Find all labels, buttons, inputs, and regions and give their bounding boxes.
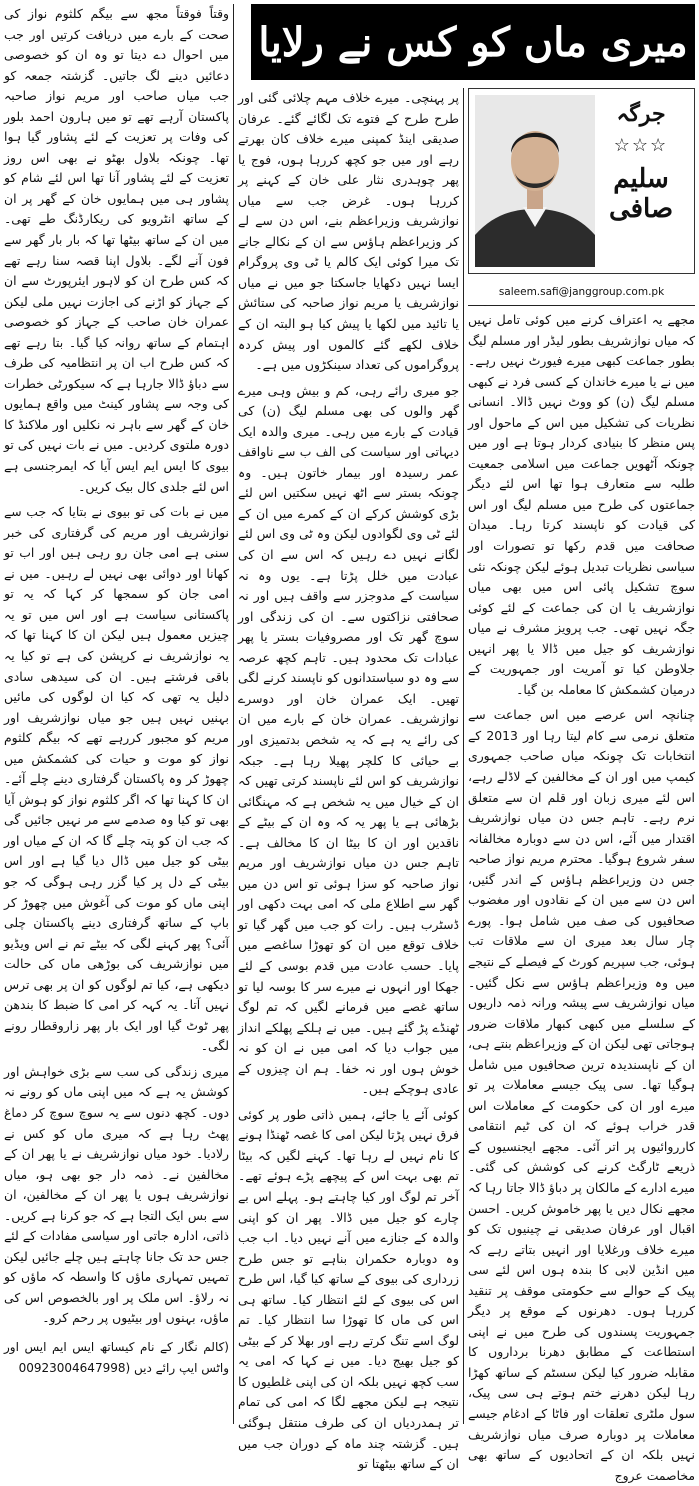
column-name: جرگہ: [616, 101, 666, 127]
author-portrait: [475, 95, 595, 267]
byline: [598, 101, 684, 224]
author-name: سلیم صافی: [608, 164, 674, 224]
feedback-text: (کالم نگار کے نام کیساتھ ایس ایم ایس اور واٹس ایپ رائے دیں: [4, 1340, 229, 1375]
reader-feedback-note: [4, 1337, 229, 1378]
column-right: [468, 310, 695, 1483]
column-left: [4, 4, 229, 1424]
column-middle: [238, 88, 459, 1472]
headline: میری ماں کو کس نے رلایا: [251, 4, 695, 80]
paragraph: میری زندگی کی سب سے بڑی خواہش اور کوشش یہ ہے کہ میں اپنی ماں کو رونے نہ دوں۔ کچھ دنوں سے یہ سوچ سوچ کر دماغ پھٹ رہا ہے کہ میری ماں کو کس نے رلادیا۔ خود میاں نوازشریف نے یا پھر ان کے مخالفین نے۔ ذمہ دار جو بھی ہو، میاں نوازشریف ہوں یا پھر ان کے مخالفین، ان سے بس ایک التجا ہے کہ جو کرنا ہے کریں۔ ذاتی، ادارہ جاتی اور سیاسی مفادات کے لئے جس حد تک جانا چاہتے ہیں چلے جائیں لیکن تمہیں تمہاری ماؤں کا واسطہ کہ ماؤں کو نہ رلاؤ۔ اس ملک پر اور بالخصوص اس کی ماؤں، بہنوں اور بیٹیوں پر رحم کرو۔: [4, 1063, 229, 1326]
paragraph: کوئی آئے یا جائے، ہمیں ذاتی طور پر کوئی فرق نہیں پڑتا لیکن امی کا غصہ ٹھنڈا ہونے کا نام نہیں لے رہا تھا۔ کہنے لگیں کہ بیٹا تم بھی بہت اس کے پیچھے پڑے ہوئے تھے۔ آخر تم لوگ اور کیا چاہتے ہو۔ پہلے اس بے چارے کو جیل میں ڈالا۔ پھر ان کو اپنی والدہ کے جنازے میں آنے نہیں دیا۔ اب جب وہ دوبارہ حکمران بناہے تو جس طرح زرداری کی بیوی کے ساتھ کیا گیا، اس طرح اس کی بیوی کے لئے انتظار کیا۔ ساتھ ہی اس کی ماں کا تھوڑا سا انتظار کیا۔ تم لوگ اسے تنگ کرتے رہے اور بھلا کر کے بیٹی کو جیل بھیج دیا۔ میں نے کہا کہ امی یہ سب کچھ نہیں بلکہ ان کی اپنی غلطیوں کا نتیجہ ہے لیکن مجھے لگا کہ امی کی تمام تر ہمدردیاں ان کی طرف منتقل ہوگئی ہیں۔ گزشتہ چند ماہ کے دوران جب میں ان کے ساتھ بیٹھتا تو: [238, 1106, 459, 1472]
stars: ☆☆☆: [613, 135, 669, 156]
paragraph: پر پہنچی۔ میرے خلاف مہم چلائی گئی اور طرح طرح کے فتوے تک لگائے گئے۔ عرفان صدیقی اینڈ کمپنی میرے خلاف کان بھرتے رہے اور میں جو کچھ کررہا ہوں، فوج یا پھر چوہدری نثار علی خان کے کہنے پر کررہا ہوں۔ غرض جب سے میاں نوازشریف وزیراعظم بنے، اس دن سے لے کر وزیراعظم ہاؤس سے ان کے نکالے جانے تک میرا کوئی ایک کالم یا ٹی وی پروگرام ایسا نہیں دکھایا جاسکتا جو میں نے میاں نوازشریف یا مریم نواز صاحبہ کی ستائش یا تائید میں لکھا یا پیش کیا ہو البتہ ان کے خلاف لکھے گئے کالموں اور پیش کردہ پروگراموں کی تعداد سینکڑوں میں ہے۔: [238, 90, 459, 373]
byline-divider: [468, 305, 695, 306]
author-email[interactable]: saleem.safi@janggroup.com.pk: [498, 286, 665, 298]
paragraph: جو میری رائے رہی، کم و بیش وہی میرے گھر والوں کی بھی مسلم لیگ (ن) کی قیادت کے بارے میں رہی۔ میری والدہ ایک دیہاتی اور سیاست کی الف ب سے ناواقف عمر رسیدہ اور بیمار خاتون ہیں۔ وہ چونکہ بستر سے اٹھ نہیں سکتیں اس لئے بڑی کوشش کرکے ان کے کمرے میں ان کے لئے ٹی وی لگوادوں لیکن وہ ٹی وی اس لئے لگانے نہیں دے رہیں کہ اس سے ان کی عبادت میں خلل پڑتا ہے۔ یوں وہ نہ سیاست کے مدوجزر سے واقف ہیں اور نہ صحافتی نزاکتوں سے۔ ان کی زندگی اور سوچ گھر تک اور مصروفیات بستر یا پھر عبادات تک محدود ہیں۔ تاہم کچھ عرصہ سے وہ دو سیاستدانوں کو ناپسند کرنے لگی تھیں۔ ایک عمران خان اور دوسرے نوازشریف۔ عمران خان کے بارے میں ان کی رائے یہ ہے کہ یہ شخص بدتمیزی اور بے حیائی کا کلچر پھیلا رہا ہے۔ جبکہ نوازشریف کو اس لئے ناپسند کرتی تھیں کہ ان کے خیال میں یہ شخص ہے کہ مہنگائی بڑھائی ہے یا پھر یہ کہ وہ ان کے بیٹے کے ناقدین اور ان کا بیٹا ان کا مخالف ہے۔ تاہم جس دن میاں نوازشریف اور مریم نواز صاحبہ کو سزا ہوئی تو اس دن میں گھر سے اطلاع ملی کہ امی بہت دکھی اور ڈسٹرب ہیں۔ رات کو جب میں گھر گیا تو خلاف توقع میں ان کو تھوڑا ساغصے میں پایا۔ حسب عادت میں قدم بوسی کے لئے جھکا اور انہوں نے میرے سر کا بوسہ لیا تو ساتھ غصے میں فرمانے لگیں کہ تم لوگ ٹھنڈے پڑ گئے ہیں۔ میں نے ہلکے پھلکے انداز میں جواب دیا کہ امی میں نے ان کو نہ خوش ہوں اور نہ خفا۔ ہم ان چیزوں کے عادی ہوچکے ہیں۔: [238, 382, 459, 1097]
column-divider-left: [233, 4, 234, 1424]
column-divider-right: [463, 88, 464, 1424]
paragraph: میں نے بات کی تو بیوی نے بتایا کہ جب سے نوازشریف اور مریم کی گرفتاری کی خبر سنی ہے امی جان رو رہی ہیں اور اب تو کھانا اور دوائی بھی نہیں لے رہیں۔ میں نے امی جان کو سمجھا کر کہا کہ یہ تو پاکستانی سیاست ہے اور اس میں تو یہ چیزیں معمول ہیں لیکن ان کا کہنا تھا کہ یہ نوازشریف نے کرپشن کی ہے تو کیا یہ باقی فرشتے ہیں۔ ان کی سیدھی سادی دلیل یہ تھی کہ کیا ان لوگوں کی مائیں بہنیں نہیں ہیں جو میاں نوازشریف اور مریم کو مجبور کررہے تھے کہ بیگم کلثوم نواز کو موت و حیات کی کشمکش میں چھوڑ کر وہ پاکستان گرفتاری دینے چلے آئے۔ ان کا کہنا تھا کہ اگر کلثوم نواز کو ہوش آیا بھی تو کیا وہ صدمے سے مر نہیں جائیں گی کہ جب ان کو پتہ چلے گا کہ ان کے میاں اور بیٹی کو جیل میں ڈال دیا گیا ہے اور اس بیٹی کے دل پر کیا گزر رہی ہوگی کہ جو اپنی ماں کو موت کی آغوش میں چھوڑ کر باپ کے ساتھ گرفتاری دینے پاکستان چلی آئی؟ پھر کہنے لگی کہ بیٹے تم نے اس ویڈیو میں نوازشریف کی بوڑھی ماں کی حالت دیکھی ہے، کیا تم لوگوں کو ان پر بھی ترس نہیں آتا۔ یہ کہہ کر امی کا ضبط کا بندھن پھر ٹوٹ گیا اور ایک بار پھر زاروقطار رونے لگی۔: [4, 504, 229, 1054]
paragraph: مجھے یہ اعتراف کرنے میں کوئی تامل نہیں کہ میاں نوازشریف بطور لیڈر اور مسلم لیگ بطور جماعت کبھی میرے فیورٹ نہیں رہے۔ میں نے یا میرے خاندان کے کسی فرد نے کبھی مسلم لیگ (ن) کو ووٹ نہیں ڈالا۔ انسانی نظریات کی تشکیل میں اس کے ماحول اور پس منظر کا بنیادی کردار ہوتا ہے اور میں چونکہ آٹھویں جماعت میں اسلامی جمعیت طلبہ سے متعارف ہوا تھا اس لئے دیگر جماعتوں کی طرح میں مسلم لیگ اور اس کی قیادت کو ناپسند کرتا رہا۔ میدان صحافت میں قدم رکھا تو تصورات اور سیاسی نظریات تبدیل ہوئے لیکن چونکہ نئی سوچ تشکیل پائی اس میں بھی میاں نوازشریف یا ان کی جماعت کے لئے کوئی جگہ نہیں تھی۔ جب پرویز مشرف نے میاں نوازشریف کو جیل میں ڈالا یا پھر انہیں جلاوطن کیا تو آمریت اور جمہوریت کے درمیان کشمکش کا معاملہ بن گیا۔: [468, 312, 695, 697]
byline-box: [468, 88, 695, 274]
feedback-phone[interactable]: 00923004647998): [18, 1360, 131, 1375]
author-photo: [475, 95, 595, 267]
paragraph: وقتاً فوقتاً مجھ سے بیگم کلثوم نواز کی صحت کے بارے میں دریافت کرتیں اور جب میں احوال دے دیتا تو وہ ان کو خصوصی دعائیں دینے لگ جاتیں۔ گزشتہ جمعہ کو جب میاں صاحب اور مریم نواز صاحبہ پاکستان آرہے تھے تو میں ہارون احمد بلور کی وفات پر تعزیت کے لئے پشاور گیا ہوا تھا۔ چونکہ بلاول بھٹو نے بھی اس روز تعزیت کے لئے پشاور آنا تھا اس لئے شام کو پشاور ہی میں ہمایوں خان کے گھر پر ان کے ساتھ انٹرویو کی ریکارڈنگ طے تھی۔ میں ان کے ساتھ بیٹھا تھا کہ بار بار گھر سے فون آنے لگے۔ بلاول اپنا قصہ سنا رہے تھے کہ کس طرح ان کو لاہور ایئرپورٹ سے ان کے جہاز کو اڑنے کی اجازت نہیں ملی لیکن عمران خان صاحب کے جہاز کو خصوصی اہتمام کے ساتھ روانہ کیا گیا۔ بتا رہے تھے کہ کس طرح اب ان پر انتظامیہ کی طرف سے دباؤ ڈالا جارہا ہے کہ سیکورٹی خطرات کی وجہ سے پشاور کینٹ میں واقع ہمایوں خان کے گھر سے باہر نہ نکلیں اور ملاکنڈ کا دورہ ملتوی کردیں۔ میں نے بات نہیں کی تو بیوی کا ایس ایم ایس آیا کہ ایمرجنسی ہے اس لئے جلدی کال بیک کریں۔: [4, 6, 229, 494]
paragraph: چنانچہ اس عرصے میں اس جماعت سے متعلق نرمی سے کام لیتا رہا اور 2013 کے انتخابات تک چونکہ میاں صاحب جمہوری کیمپ میں اور ان کے مخالفین کے لاڈلے رہے، اس لئے میری زبان اور قلم ان سے متعلق نرم رہے۔ تاہم جس دن میاں نوازشریف اقتدار میں آئے، اس دن سے دوبارہ مخالفانہ سفر شروع ہوگیا۔ محترم مریم نواز صاحبہ جس دن وزیراعظم ہاؤس کے اندر گئیں، اس دن سے میں ان کے نقادوں اور مغضوب صحافیوں کی صف میں شامل ہوا۔ پورے چار سال بعد میری ان سے ملاقات تب ہوئی، جب سپریم کورٹ کے فیصلے کے نتیجے میں وہ وزیراعظم ہاؤس سے نکل گئیں۔ میاں نوازشریف سے پیشہ ورانہ ذمہ داریوں کے سلسلے میں کبھی کبھار ملاقات ضرور ہوجاتی تھی لیکن ان کے وزیراعظم بنتے ہی، ان کے ناپسندیدہ ترین صحافیوں میں شامل ہوگیا تھا۔ سی پیک جیسے معاملات پر تو میرے اور ان کی حکومت کے معاملات اس قدر خراب ہوئے کہ ان کی ٹیم انتقامی کارروائیوں پر اتر آئی۔ مجھے ایجنسیوں کے ذریعے ٹارگٹ کرنے کی کوشش کی گئی۔ میرے ادارے کے مالکان پر دباؤ ڈالا جاتا رہا کہ مجھے نکال دیں یا پھر خاموش کریں۔ احسن اقبال اور عرفان صدیقی نے چینیوں تک کو میرے خلاف ورغلایا اور انہیں بتاتے رہے کہ میں انڈین لابی کا بندہ ہوں اس لئے سی پیک کے حوالے سے حکومتی موقف پر تنقید کررہا ہوں۔ دھرنوں کے موقع پر دیگر جمہوریت پسندوں کی طرح میں نے اپنی استطاعت کے مطابق دھرنا برداروں کا مقابلہ ضرور کیا لیکن سسٹم کے ساتھ کھڑا رہا لیکن دھرنے ختم ہوتے ہی سی پیک، سول ملٹری تعلقات اور فاٹا کے ادغام جیسے معاملات پر دوبارہ صرف میاں نوازشریف نہیں بلکہ ان کے اتحادیوں کے ساتھ بھی مخاصمت عروج: [468, 707, 695, 1483]
